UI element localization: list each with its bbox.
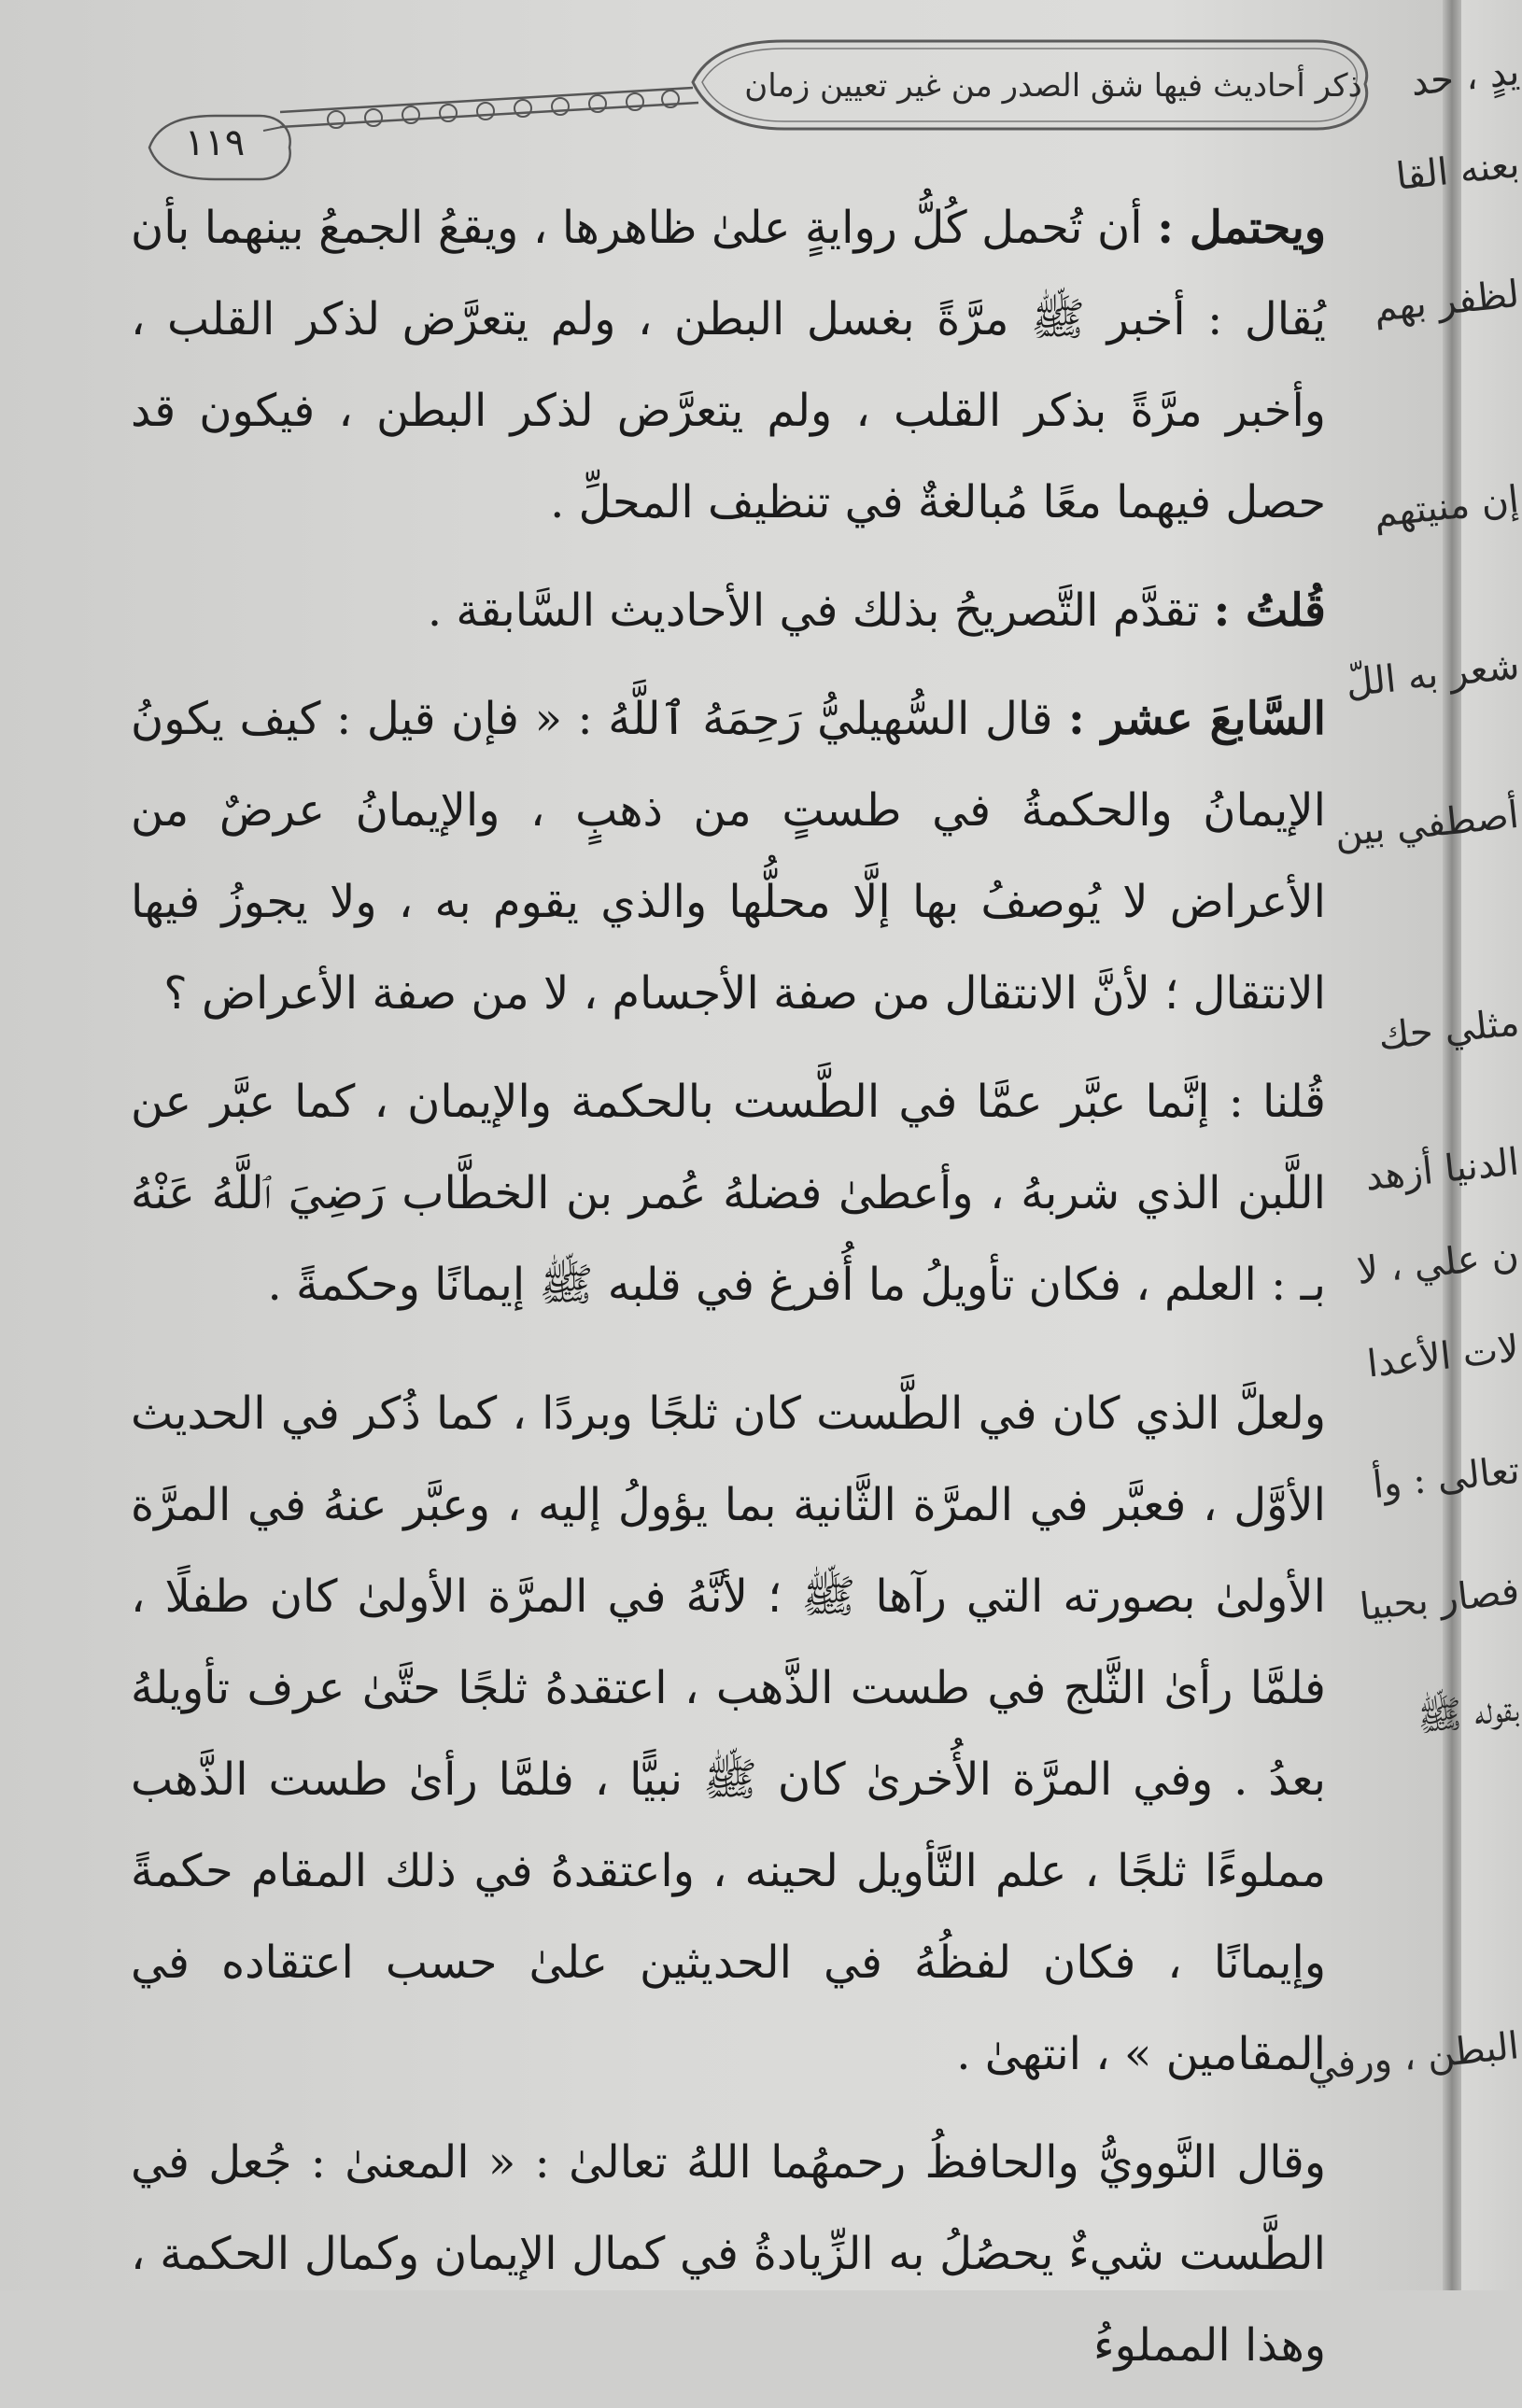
paragraph-text: قال السُّهيليُّ رَحِمَهُ ٱللَّهُ : « فإن قيل : كيف يكونُ الإيمانُ والحكمةُ في طستٍ من ذهبٍ ، والإيمانُ عرضٌ من الأعراض لا يُوصفُ بها إلَّا محلُّها والذي يقوم به ، ولا يجوزُ فيها الانتقال ؛ لأنَّ الانتقال من صفة الأجسام ، لا من صفة الأعراض ؟ <box>131 693 1326 1020</box>
page-header <box>0 28 1457 187</box>
paragraph-lead: ويحتمل : <box>1157 202 1327 254</box>
adjacent-line: فصار بحبيا <box>1357 1570 1521 1629</box>
page-number: ١١٩ <box>184 121 246 164</box>
paragraph <box>131 182 1326 548</box>
adjacent-line: مثلي حك <box>1375 1001 1521 1059</box>
adjacent-page-edge <box>1304 0 1522 2290</box>
paragraph-lead: السَّابعَ عشر : <box>1067 693 1326 745</box>
adjacent-line: البطن ، ورفي <box>1304 2024 1521 2090</box>
adjacent-line: بقوله ﷺ <box>1415 1686 1521 1740</box>
paragraph-text: قُلنا : إنَّما عبَّر عمَّا في الطَّست بالحكمة والإيمان ، كما عبَّر عن اللَّبن الذي شربهُ ، وأعطىٰ فضلهُ عُمر بن الخطَّاب رَضِيَ ٱللَّهُ عَنْهُ بـ : العلم ، فكان تأويلُ ما أُفرغ في قلبه ﷺ إيمانًا وحكمةً . <box>131 1076 1326 1311</box>
adjacent-line: ن علي ، لا <box>1355 1233 1521 1293</box>
adjacent-line: بعنه القا <box>1393 143 1522 199</box>
paragraph <box>131 2117 1326 2391</box>
adjacent-line: أصطفي بين <box>1332 793 1521 856</box>
book-gutter <box>1443 0 1461 2290</box>
adjacent-line: لظفر بهم <box>1371 272 1521 331</box>
paragraph-text: تقدَّم التَّصريحُ بذلك في الأحاديث السَّابقة . <box>427 584 1214 637</box>
adjacent-line: تعالى : وأ <box>1370 1448 1521 1508</box>
running-head: ذكر أحاديث فيها شق الصدر من غير تعيين زمان <box>744 67 1362 105</box>
paragraph-text: ولعلَّ الذي كان في الطَّست كان ثلجًا وبردًا ، كما ذُكر في الحديث الأوَّل ، فعبَّر في المرَّة الثَّانية بما يؤولُ إليه ، وعبَّر عنهُ في المرَّة الأولىٰ بصورته التي رآها ﷺ ؛ لأنَّهُ في المرَّة الأولىٰ كان طفلًا ، فلمَّا رأىٰ الثَّلج في طست الذَّهب ، اعتقدهُ ثلجًا حتَّىٰ عرف تأويلهُ بعدُ . وفي المرَّة الأُخرىٰ كان ﷺ نبيًّا ، فلمَّا رأىٰ طست الذَّهب مملوءًا ثلجًا ، علم التَّأويل لحينه ، واعتقدهُ في ذلك المقام حكمةً وإيمانًا ، فكان لفظُهُ في الحديثين علىٰ حسب اعتقاده في المقامين » ، انتهىٰ . <box>131 1387 1327 2080</box>
page-body <box>131 182 1326 2408</box>
paragraph <box>131 673 1326 1039</box>
adjacent-line: إن منيتهم <box>1372 477 1521 537</box>
paragraph <box>131 1056 1326 1331</box>
adjacent-line: لات الأعدا <box>1364 1327 1521 1387</box>
paragraph-text: أن تُحمل كُلُّ روايةٍ علىٰ ظاهرها ، ويقعُ الجمعُ بينهما بأن يُقال : أخبر ﷺ مرَّةً بغسل البطن ، ولم يتعرَّض لذكر القلب ، وأخبر مرَّةً بذكر القلب ، ولم يتعرَّض لذكر البطن ، فيكون قد حصل فيهما معًا مُبالغةٌ في تنظيف المحلِّ . <box>131 202 1326 528</box>
paragraph <box>131 565 1326 656</box>
paragraph-text: وقال النَّوويُّ والحافظُ رحمهُما اللهُ تعالىٰ : « المعنىٰ : جُعل في الطَّست شيءٌ يحصُلُ به الزِّيادةُ في كمال الإيمان وكمال الحكمة ، وهذا المملوءُ <box>131 2136 1326 2372</box>
adjacent-line: شعر به اللّ <box>1343 644 1521 706</box>
paragraph <box>131 1368 1326 2100</box>
paragraph-lead: قُلتُ : <box>1213 584 1326 637</box>
adjacent-line: يدٍ ، حد <box>1408 50 1522 105</box>
adjacent-line: الدنيا أزهد <box>1363 1140 1521 1200</box>
